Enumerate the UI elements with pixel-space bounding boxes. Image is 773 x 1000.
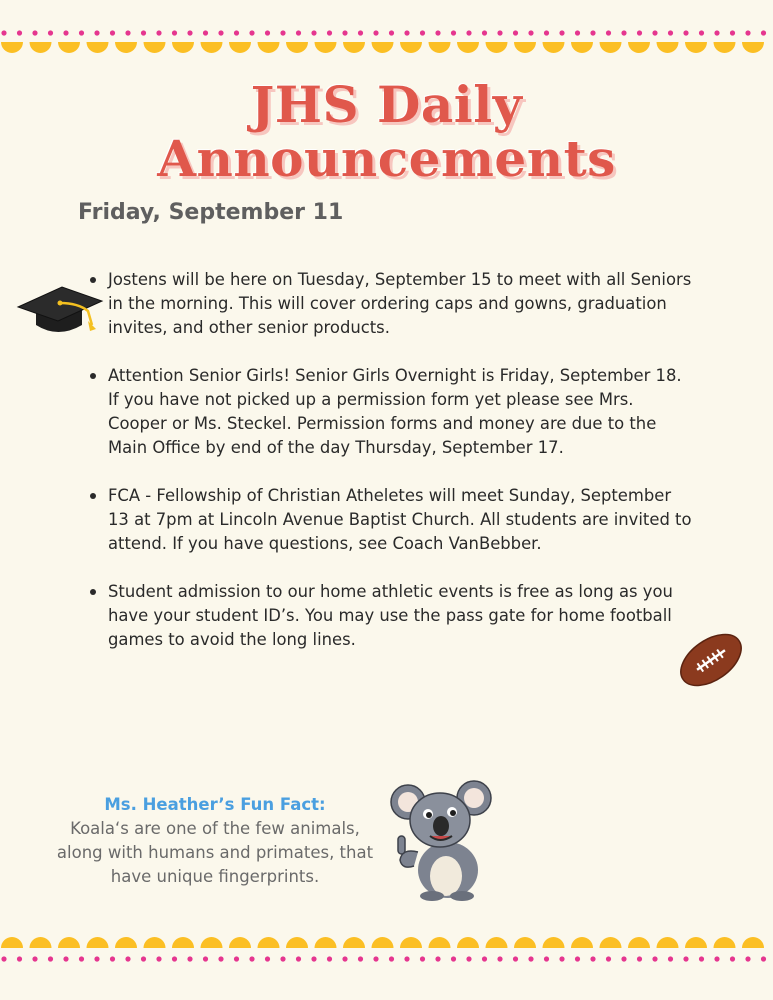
- border-dot: [218, 30, 223, 35]
- border-dot: [141, 956, 146, 961]
- border-scallop: [514, 42, 536, 53]
- border-dot: [404, 30, 409, 35]
- bottom-border-decoration: [0, 932, 773, 962]
- fun-fact-body: Koala‘s are one of the few animals, along with humans and primates, that have unique fingerprints.: [56, 819, 374, 886]
- list-item: Jostens will be here on Tuesday, September 15 to meet with all Seniors in the morning. This will cover ordering caps and gowns, graduation invites, and other senior products.: [86, 268, 696, 340]
- border-scallop: [201, 937, 223, 948]
- border-dot: [466, 30, 471, 35]
- border-scallop: [315, 937, 337, 948]
- border-scallop: [172, 937, 194, 948]
- border-dot: [544, 956, 549, 961]
- border-scallop: [400, 42, 422, 53]
- border-dot: [1, 30, 6, 35]
- border-dot: [590, 956, 595, 961]
- border-dot: [621, 956, 626, 961]
- border-scallop: [685, 42, 707, 53]
- list-item: FCA - Fellowship of Christian Atheletes will meet Sunday, September 13 at 7pm at Lincoln Avenue Baptist Church. All students are invited to attend. If you have questions, see Coach VanBebber.: [86, 484, 696, 556]
- border-dot: [482, 956, 487, 961]
- border-dot: [590, 30, 595, 35]
- border-dot: [296, 956, 301, 961]
- border-dot: [110, 30, 115, 35]
- border-dot: [683, 956, 688, 961]
- border-dot: [761, 30, 766, 35]
- border-scallop: [600, 937, 622, 948]
- border-scallop: [600, 42, 622, 53]
- koala-icon: [388, 778, 494, 902]
- border-dot: [48, 956, 53, 961]
- border-dot: [637, 956, 642, 961]
- border-scallop: [144, 937, 166, 948]
- border-dot: [389, 956, 394, 961]
- border-dot: [668, 30, 673, 35]
- border-dot: [358, 956, 363, 961]
- border-scallop: [742, 42, 764, 53]
- border-scallop: [457, 937, 479, 948]
- border-dot: [234, 30, 239, 35]
- border-scallop: [571, 42, 593, 53]
- border-dot: [435, 30, 440, 35]
- border-dot: [606, 30, 611, 35]
- border-dot: [652, 956, 657, 961]
- list-item: Student admission to our home athletic events is free as long as you have your student ID’s. You may use the pass gate for home football games to avoid the long lines.: [86, 580, 696, 652]
- border-dot: [730, 956, 735, 961]
- border-scallop: [286, 42, 308, 53]
- border-dot: [79, 30, 84, 35]
- border-dot: [497, 956, 502, 961]
- border-scallop: [58, 937, 80, 948]
- border-scallop: [742, 937, 764, 948]
- border-dot: [668, 956, 673, 961]
- border-dot: [699, 30, 704, 35]
- border-dot: [714, 956, 719, 961]
- border-dot: [203, 956, 208, 961]
- border-dot: [265, 956, 270, 961]
- border-scallop: [258, 42, 280, 53]
- border-dot: [513, 956, 518, 961]
- border-dot: [172, 30, 177, 35]
- border-dot: [172, 956, 177, 961]
- border-scallop: [543, 42, 565, 53]
- border-dot: [342, 956, 347, 961]
- border-scallop: [429, 42, 451, 53]
- border-scallop: [229, 42, 251, 53]
- border-dot: [311, 30, 316, 35]
- border-dot: [575, 956, 580, 961]
- border-dot: [265, 30, 270, 35]
- border-dot: [125, 956, 130, 961]
- border-dot: [17, 30, 22, 35]
- border-scallop: [201, 42, 223, 53]
- border-dot: [528, 956, 533, 961]
- border-dot: [404, 956, 409, 961]
- border-dot: [327, 30, 332, 35]
- border-dot: [420, 30, 425, 35]
- border-scallop: [343, 42, 365, 53]
- border-dot: [373, 30, 378, 35]
- border-dot: [203, 30, 208, 35]
- title-line-2: Announcements: [157, 129, 616, 188]
- border-scallop: [315, 42, 337, 53]
- border-dot: [296, 30, 301, 35]
- announcement-date: Friday, September 11: [78, 200, 344, 225]
- border-dot: [156, 30, 161, 35]
- border-dot: [575, 30, 580, 35]
- border-dot: [451, 30, 456, 35]
- border-dot: [342, 30, 347, 35]
- page-title: [0, 75, 773, 188]
- border-dot: [125, 30, 130, 35]
- border-scallop: [628, 937, 650, 948]
- border-scallop: [429, 937, 451, 948]
- border-scallop: [514, 937, 536, 948]
- border-scallop: [30, 937, 52, 948]
- border-dot: [94, 956, 99, 961]
- border-dot: [48, 30, 53, 35]
- border-dot: [466, 956, 471, 961]
- border-dot: [63, 956, 68, 961]
- border-scallop: [486, 42, 508, 53]
- border-dot: [699, 956, 704, 961]
- border-scallop: [628, 42, 650, 53]
- border-dot: [745, 30, 750, 35]
- top-border-decoration: [0, 28, 773, 58]
- border-dot: [141, 30, 146, 35]
- border-dot: [730, 30, 735, 35]
- border-dot: [32, 30, 37, 35]
- border-scallop: [58, 42, 80, 53]
- border-dot: [482, 30, 487, 35]
- border-scallop: [87, 937, 109, 948]
- border-dot: [234, 956, 239, 961]
- border-dot: [528, 30, 533, 35]
- border-dot: [497, 30, 502, 35]
- border-scallop: [400, 937, 422, 948]
- title-line-1: JHS Daily: [250, 75, 523, 134]
- border-dot: [652, 30, 657, 35]
- border-scallop: [685, 937, 707, 948]
- border-dot: [358, 30, 363, 35]
- border-scallop: [1, 937, 23, 948]
- border-dot: [544, 30, 549, 35]
- border-dot: [280, 956, 285, 961]
- border-dot: [17, 956, 22, 961]
- border-scallop: [714, 937, 736, 948]
- border-scallop: [87, 42, 109, 53]
- border-dot: [218, 956, 223, 961]
- border-dot: [420, 956, 425, 961]
- border-scallop: [115, 937, 137, 948]
- border-dot: [389, 30, 394, 35]
- border-dot: [451, 956, 456, 961]
- border-dot: [683, 30, 688, 35]
- border-dot: [249, 956, 254, 961]
- border-dot: [745, 956, 750, 961]
- border-dot: [94, 30, 99, 35]
- border-scallop: [286, 937, 308, 948]
- fun-fact-section: [52, 793, 378, 889]
- border-scallop: [1, 42, 23, 53]
- border-dot: [621, 30, 626, 35]
- border-scallop: [172, 42, 194, 53]
- border-dot: [187, 956, 192, 961]
- border-dot: [513, 30, 518, 35]
- border-scallop: [486, 937, 508, 948]
- border-dot: [559, 30, 564, 35]
- border-dot: [156, 956, 161, 961]
- border-scallop: [144, 42, 166, 53]
- border-dot: [435, 956, 440, 961]
- border-dot: [1, 956, 6, 961]
- border-scallop: [30, 42, 52, 53]
- border-scallop: [372, 937, 394, 948]
- border-dot: [32, 956, 37, 961]
- border-dot: [79, 956, 84, 961]
- border-scallop: [115, 42, 137, 53]
- border-dot: [311, 956, 316, 961]
- list-item: Attention Senior Girls! Senior Girls Overnight is Friday, September 18. If you have not picked up a permission form yet please see Mrs. Cooper or Ms. Steckel. Permission forms and money are due to the Main Office by end of the day Thursday, September 17.: [86, 364, 696, 460]
- border-scallop: [657, 937, 679, 948]
- border-dot: [606, 956, 611, 961]
- border-scallop: [457, 42, 479, 53]
- border-dot: [327, 956, 332, 961]
- fun-fact-heading: Ms. Heather’s Fun Fact:: [104, 795, 326, 814]
- football-icon: [676, 628, 746, 692]
- border-dot: [714, 30, 719, 35]
- border-dot: [187, 30, 192, 35]
- border-dot: [761, 956, 766, 961]
- border-scallop: [714, 42, 736, 53]
- border-dot: [637, 30, 642, 35]
- border-scallop: [543, 937, 565, 948]
- border-dot: [249, 30, 254, 35]
- border-scallop: [372, 42, 394, 53]
- border-scallop: [343, 937, 365, 948]
- border-dot: [110, 956, 115, 961]
- border-scallop: [258, 937, 280, 948]
- announcement-list: [86, 268, 696, 676]
- border-dot: [280, 30, 285, 35]
- border-dot: [559, 956, 564, 961]
- border-scallop: [571, 937, 593, 948]
- border-dot: [373, 956, 378, 961]
- border-scallop: [657, 42, 679, 53]
- border-scallop: [229, 937, 251, 948]
- border-dot: [63, 30, 68, 35]
